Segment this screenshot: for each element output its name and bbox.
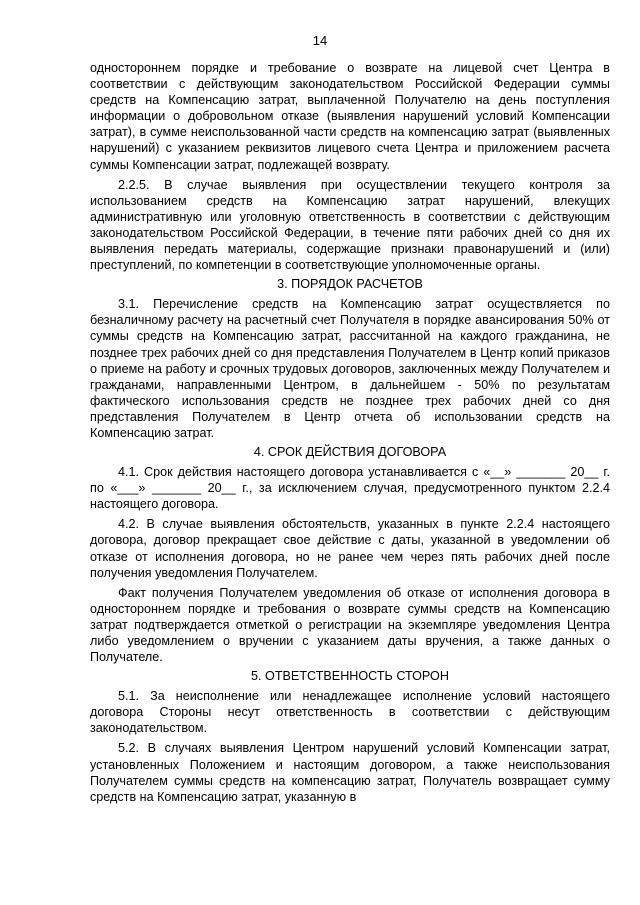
section-heading-4: 4. СРОК ДЕЙСТВИЯ ДОГОВОРА	[253, 445, 447, 460]
paragraph-2-2-5: 2.2.5. В случае выявления при осуществлении текущего контроля за использованием средств на Компенсацию затрат нарушений, влекущих административную или уголовную ответственность в соответствии с действующим законодательством Российской Федерации, в течение пяти рабочих дней со дня их выявления передать материалы, содержащие признаки правонарушений и (или) преступлений, по компетенции в соответствующие уполномоченные органы.	[90, 177, 610, 273]
paragraph-3-1: 3.1. Перечисление средств на Компенсацию затрат осуществляется по безналичному расчету на расчетный счет Получателя в порядке авансирования 50% от суммы средств на Компенсацию затрат, рассчитанной на каждого гражданина, не позднее трех рабочих дней со дня представления Получателем в Центр копий приказов о приеме на работу и срочных трудовых договоров, заключенных между Получателем и гражданами, направленными Центром, в дальнейшем - 50% по результатам фактического использования средств не позднее трех рабочих дней со дня представления Получателем в Центр отчета об использовании средств на Компенсацию затрат.	[90, 297, 610, 440]
paragraph-2-2-4-continuation: одностороннем порядке и требование о возврате на лицевой счет Центра в соответствии с действующим законодательством Российской Федерации суммы средств на Компенсацию затрат, выплаченной Получателю на день поступления информации о добровольном отказе (выявления нарушений условий Компенсации затрат), в сумме неиспользованной части средств на компенсацию затрат (выявленных нарушений) с указанием реквизитов лицевого счета Центра и приложением расчета суммы Компенсации затрат, подлежащей возврату.	[90, 61, 610, 172]
document-body	[90, 60, 610, 805]
section-heading-3: 3. ПОРЯДОК РАСЧЕТОВ	[277, 277, 423, 292]
paragraph-5-1: 5.1. За неисполнение или ненадлежащее исполнение условий настоящего договора Стороны несут ответственность в соответствии с действующим законодательством.	[90, 689, 610, 736]
paragraph-4-2: 4.2. В случае выявления обстоятельств, указанных в пункте 2.2.4 настоящего договора, договор прекращает свое действие с даты, указанной в уведомлении об отказе от исполнения договора, но не ранее чем через пять рабочих дней после получения уведомления Получателем.	[90, 517, 610, 580]
page-number: 14	[312, 33, 328, 48]
paragraph-5-2: 5.2. В случаях выявления Центром нарушений условий Компенсации затрат, установленных Положением и настоящим договором, а также неиспользования Получателем суммы средств на компенсацию затрат, Получатель возвращает сумму средств на Компенсацию затрат, указанную в	[90, 741, 610, 804]
paragraph-4-2-notice: Факт получения Получателем уведомления об отказе от исполнения договора в одностороннем порядке и требования о возврате суммы средств на Компенсацию затрат подтверждается отметкой о регистрации на экземпляре уведомления Центра либо уведомлением о вручении с указанием даты вручения, а также данных о Получателе.	[90, 585, 610, 665]
paragraph-4-1: 4.1. Срок действия настоящего договора устанавливается с «__» _______ 20__ г. по «___» _______ 20__ г., за исключением случая, предусмотренного пунктом 2.2.4 настоящего договора.	[90, 465, 610, 512]
section-heading-5: 5. ОТВЕТСТВЕННОСТЬ СТОРОН	[251, 669, 449, 684]
